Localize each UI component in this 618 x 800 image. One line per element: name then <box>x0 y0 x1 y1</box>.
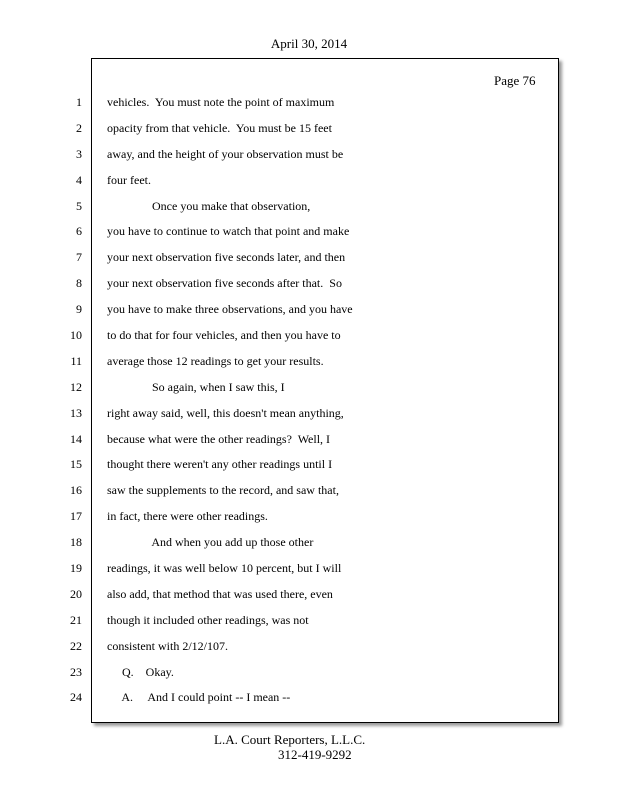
transcript-line: because what were the other readings? Well, I <box>107 431 331 446</box>
line-number: 11 <box>70 353 82 368</box>
line-number: 14 <box>70 431 82 446</box>
line-number: 21 <box>70 612 82 627</box>
transcript-line: And when you add up those other <box>107 535 314 550</box>
transcript-line: Q. Okay. <box>107 664 174 679</box>
transcript-line: vehicles. You must note the point of maximum <box>107 95 335 109</box>
line-number: 18 <box>70 535 82 550</box>
line-number: 16 <box>70 483 82 498</box>
transcript-line: So again, when I saw this, I <box>107 379 285 394</box>
footer-phone: 312-419-9292 <box>278 747 352 762</box>
line-number: 19 <box>70 561 82 576</box>
header-date: April 30, 2014 <box>270 36 348 51</box>
transcript-line: you have to continue to watch that point and make <box>107 224 350 239</box>
transcript-line: your next observation five seconds later, and then <box>107 250 346 265</box>
line-number: 8 <box>76 276 82 291</box>
transcript-line: away, and the height of your observation must be <box>107 146 344 161</box>
footer-company: L.A. Court Reporters, L.L.C. <box>214 732 366 747</box>
line-number: 12 <box>70 379 82 394</box>
transcript-line: right away said, well, this doesn't mean anything, <box>107 405 344 420</box>
transcript-line: in fact, there were other readings. <box>107 509 268 524</box>
line-number: 1 <box>76 95 82 109</box>
transcript-text <box>107 94 547 715</box>
line-number: 17 <box>70 509 82 524</box>
transcript-line: thought there weren't any other readings until I <box>107 457 333 472</box>
line-number: 20 <box>70 586 82 601</box>
transcript-line: Once you make that observation, <box>107 198 311 213</box>
line-number: 2 <box>76 120 82 135</box>
line-number: 22 <box>70 638 82 653</box>
transcript-line: you have to make three observations, and you have <box>107 302 353 317</box>
transcript-line: saw the supplements to the record, and saw that, <box>107 483 339 498</box>
line-number: 13 <box>70 405 82 420</box>
transcript-line: opacity from that vehicle. You must be 15 feet <box>107 120 332 135</box>
transcript-line: consistent with 2/12/107. <box>107 638 228 653</box>
transcript-line: four feet. <box>107 172 151 187</box>
transcript-line: A. And I could point -- I mean -- <box>107 690 291 705</box>
line-number: 5 <box>76 198 82 213</box>
transcript-line: average those 12 readings to get your results. <box>107 353 324 368</box>
transcript-line: readings, it was well below 10 percent, but I will <box>107 561 342 576</box>
line-number: 4 <box>76 172 82 187</box>
transcript-line: to do that for four vehicles, and then you have to <box>107 328 341 343</box>
page-number: Page 76 <box>494 73 536 88</box>
line-number-column <box>58 94 82 715</box>
transcript-line: also add, that method that was used there, even <box>107 586 333 601</box>
line-number: 6 <box>76 224 82 239</box>
line-number: 24 <box>70 690 82 705</box>
line-number: 10 <box>70 328 82 343</box>
transcript-line: your next observation five seconds after that. So <box>107 276 342 291</box>
line-number: 9 <box>76 302 82 317</box>
line-number: 23 <box>70 664 82 679</box>
line-number: 15 <box>70 457 82 472</box>
line-number: 7 <box>76 250 82 265</box>
transcript-line: though it included other readings, was not <box>107 612 309 627</box>
line-number: 3 <box>76 146 82 161</box>
